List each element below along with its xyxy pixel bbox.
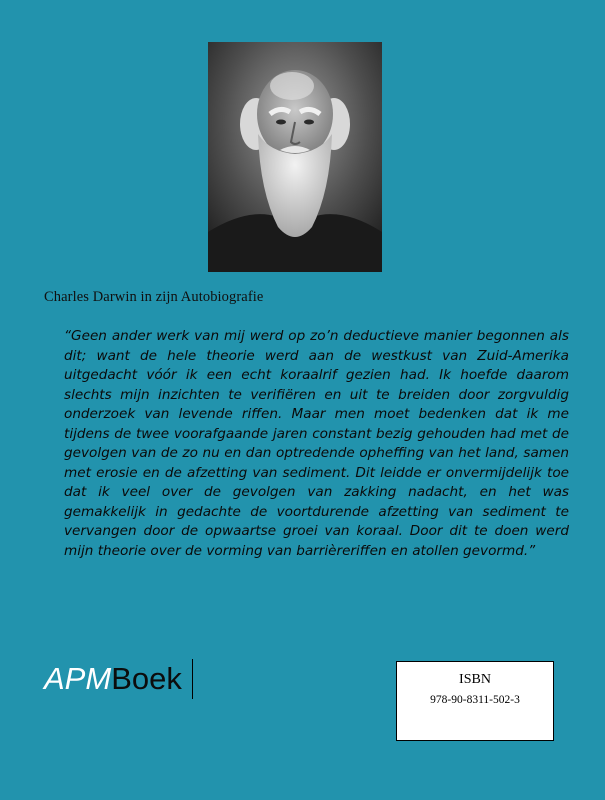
- portrait-illustration: [208, 42, 382, 272]
- publisher-logo-boek: Boek: [111, 661, 182, 696]
- publisher-logo-apm: APM: [44, 661, 112, 696]
- text-cursor: [192, 659, 193, 699]
- isbn-label: ISBN: [459, 672, 491, 687]
- isbn-number: 978-90-8311-502-3: [430, 694, 520, 706]
- darwin-quote: “Geen ander werk van mij werd op zo’n deductieve manier begonnen als dit; want de hele theorie werd aan de westkust van Zuid-Amerika uitgedacht vóór ik een echt koraalrif gezien had. Ik hoefde daarom slechts mijn inzichten te verifiëren en uit te breiden door zorgvuldig onderzoek van levende riffen. Maar men moet bedenken dat ik me tijdens de twee voorafgaande jaren constant bezig gehouden had met de gevolgen van de zo nu en dan optredende opheffing van het land, samen met erosie en de afzetting van sediment. Dit leidde er onvermijdelijk toe dat ik veel over de gevolgen van zakking nadacht, en het was gemakkelijk in gedachte de voortdurende afzetting van sediment te vervangen door de opwaartse groei van koraal. Door dit te doen werd mijn theorie over de vorming van barrièreriffen en atollen gevormd.”: [64, 328, 569, 559]
- portrait-caption: Charles Darwin in zijn Autobiografie: [44, 289, 264, 305]
- author-portrait: [208, 42, 382, 272]
- isbn-box: [396, 661, 554, 741]
- publisher-logo: [44, 659, 182, 699]
